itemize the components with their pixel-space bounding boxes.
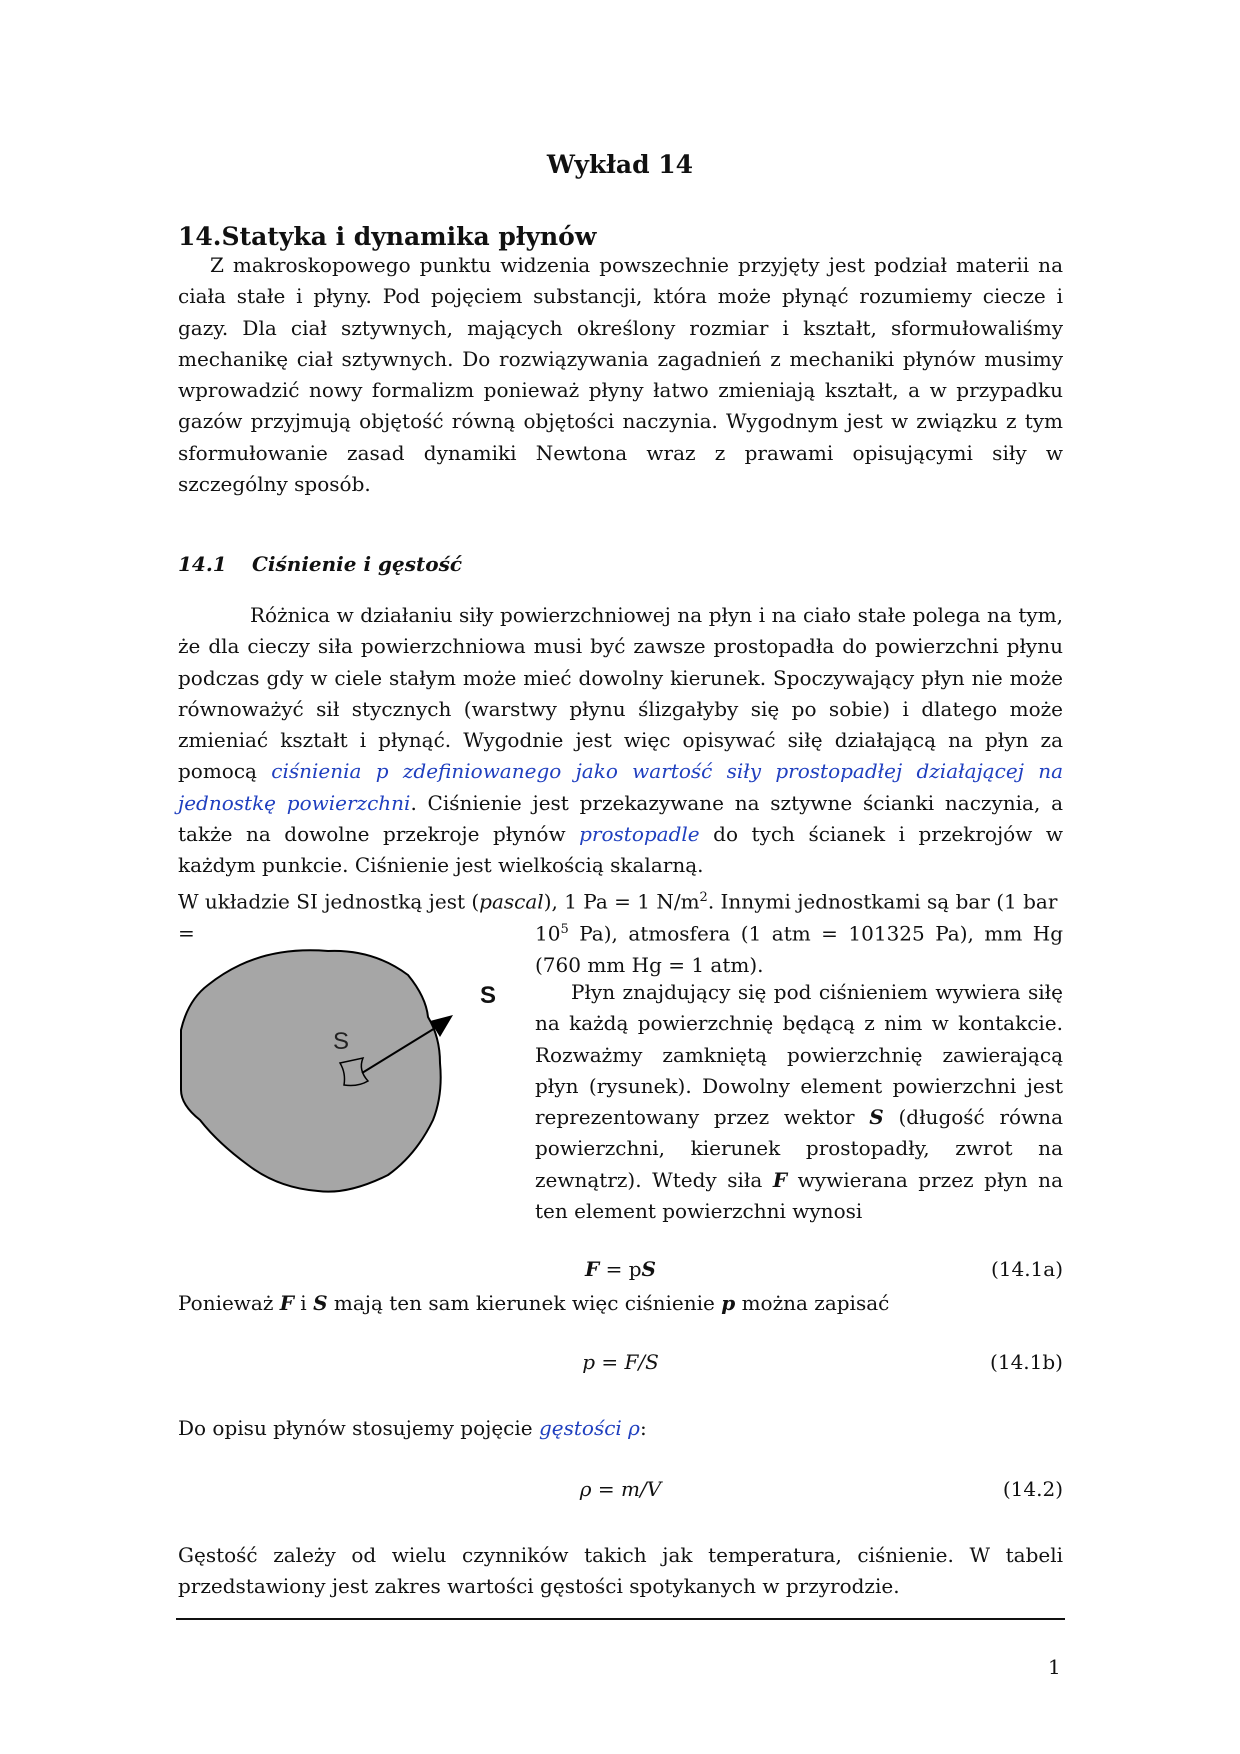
- since-a: Ponieważ: [178, 1291, 280, 1315]
- footer-divider: [176, 1618, 1065, 1620]
- density-colon: :: [639, 1416, 647, 1440]
- since-d: można zapisać: [735, 1291, 890, 1315]
- closed-surface-figure: [178, 945, 508, 1215]
- units-sup: 2: [699, 890, 708, 905]
- pressure-paragraph: [178, 600, 1063, 882]
- equation-14-2-label: (14.2): [1002, 1477, 1063, 1501]
- page-number: 1: [1048, 1655, 1061, 1679]
- section-title: Statyka i dynamika płynów: [221, 222, 597, 251]
- pressure-text-2: . Ciśnienie jest przekazywane na sztywne ścianki naczynia, a także na dowolne przekroje płynów: [178, 790, 1064, 847]
- equation-14-1b-expression: p = F/S: [582, 1350, 659, 1374]
- fluid-vector-s: S: [869, 1105, 884, 1130]
- units-cont-sup: 5: [560, 922, 569, 937]
- section-number: 14.: [178, 222, 222, 251]
- density-text: Do opisu płynów stosujemy pojęcie: [178, 1416, 539, 1440]
- fluid-paragraph: [535, 977, 1063, 1227]
- equation-14-1a-label: (14.1a): [990, 1257, 1063, 1281]
- eq1-f: F: [585, 1257, 600, 1281]
- subsection-title: Ciśnienie i gęstość: [252, 552, 463, 576]
- fluid-text-3: wywierana przez płyn na ten element powierzchni wynosi: [535, 1167, 1063, 1224]
- pressure-definition-link[interactable]: ciśnienia p zdefiniowanego jako wartość siły prostopadłej działającej na jednostkę powierzchni: [178, 759, 1063, 815]
- eq1-s: S: [641, 1257, 656, 1281]
- since-line: [178, 1288, 1063, 1319]
- units-continuation: [535, 914, 1063, 981]
- units-tail: . Innymi jednostkami są bar (1 bar =: [178, 889, 1058, 945]
- fluid-vector-f: F: [772, 1167, 788, 1192]
- subsection-number: 14.1: [178, 552, 227, 576]
- equation-14-2-expression: ρ = m/V: [579, 1477, 662, 1501]
- subsection-heading: [178, 552, 462, 576]
- equation-14-2: [178, 1477, 1063, 1509]
- fluid-text-1: Płyn znajdujący się pod ciśnieniem wywiera siłę na każdą powierzchnię będącą z nim w kontakcie. Rozważmy zamkniętą powierzchnię zawierającą płyn (rysunek). Dowolny element powierzchni jest reprezentowany przez wektor: [535, 980, 1063, 1130]
- density-link[interactable]: gęstości ρ: [538, 1416, 640, 1440]
- units-pascal: pascal: [479, 889, 544, 914]
- equation-14-1b: [178, 1350, 1063, 1382]
- pressure-text-1: Różnica w działaniu siły powierzchniowej na płyn i na ciało stałe polega na tym, że dla cieczy siła powierzchniowa musi być zawsze prostopadła do powierzchni płynu podczas gdy w ciele stałym może mieć dowolny kierunek. Spoczywający płyn nie może równoważyć sił stycznych (warstwy płynu ślizgałyby się po sobie) i dlatego może zmieniać kształt i płynąć. Wygodnie jest więc opisywać siłę działającą na płyn za pomocą: [178, 603, 1063, 784]
- units-cont-pre: 10: [535, 921, 561, 946]
- units-cont-post: Pa), atmosfera (1 atm = 101325 Pa), mm Hg (760 mm Hg = 1 atm).: [535, 921, 1063, 977]
- since-f: F: [279, 1291, 294, 1315]
- density-line: [178, 1413, 1063, 1444]
- since-s: S: [313, 1291, 328, 1315]
- eq1-mid: = p: [599, 1257, 642, 1281]
- equation-14-1a-expression: [178, 1257, 1063, 1281]
- units-post: ), 1 Pa = 1 N/m: [543, 889, 700, 914]
- since-c: mają ten sam kierunek więc ciśnienie: [327, 1291, 722, 1315]
- surface-element-label: S: [333, 1028, 350, 1055]
- fluid-blob-shape: [181, 950, 441, 1191]
- since-b: i: [293, 1291, 314, 1315]
- intro-paragraph: Z makroskopowego punktu widzenia powszechnie przyjęty jest podział materii na ciała stałe i płyny. Pod pojęciem substancji, która może płynąć rozumiemy ciecze i gazy. Dla ciał sztywnych, mających określony rozmiar i kształt, sformułowaliśmy mechanikę ciał sztywnych. Do rozwiązywania zagadnień z mechaniki płynów musimy wprowadzić nowy formalizm ponieważ płyny łatwo zmieniają kształt, a w przypadku gazów przyjmują objętość równą objętości naczynia. Wygodnym jest w związku z tym sformułowanie zasad dynamiki Newtona wraz z prawami opisującymi siły w szczególny sposób.: [178, 253, 1063, 497]
- final-paragraph: Gęstość zależy od wielu czynników takich jak temperatura, ciśnienie. W tabeli przedstawiony jest zakres wartości gęstości spotykanych w przyrodzie.: [178, 1543, 1063, 1599]
- equation-14-1a: [178, 1257, 1063, 1289]
- units-pre: W układzie SI jednostką jest (: [178, 889, 480, 914]
- equation-14-1b-label: (14.1b): [990, 1350, 1063, 1374]
- vector-s-label: S: [480, 982, 497, 1009]
- fluid-text-2: (długość równa powierzchni, kierunek prostopadły, zwrot na zewnątrz). Wtedy siła: [535, 1105, 1063, 1192]
- since-p: p: [721, 1291, 736, 1315]
- lecture-title: Wykład 14: [546, 150, 694, 179]
- perpendicular-link[interactable]: prostopadle: [579, 822, 700, 847]
- section-heading: [178, 222, 596, 251]
- pressure-text-3: do tych ścianek i przekrojów w każdym punkcie. Ciśnienie jest wielkością skalarną.: [178, 822, 1063, 878]
